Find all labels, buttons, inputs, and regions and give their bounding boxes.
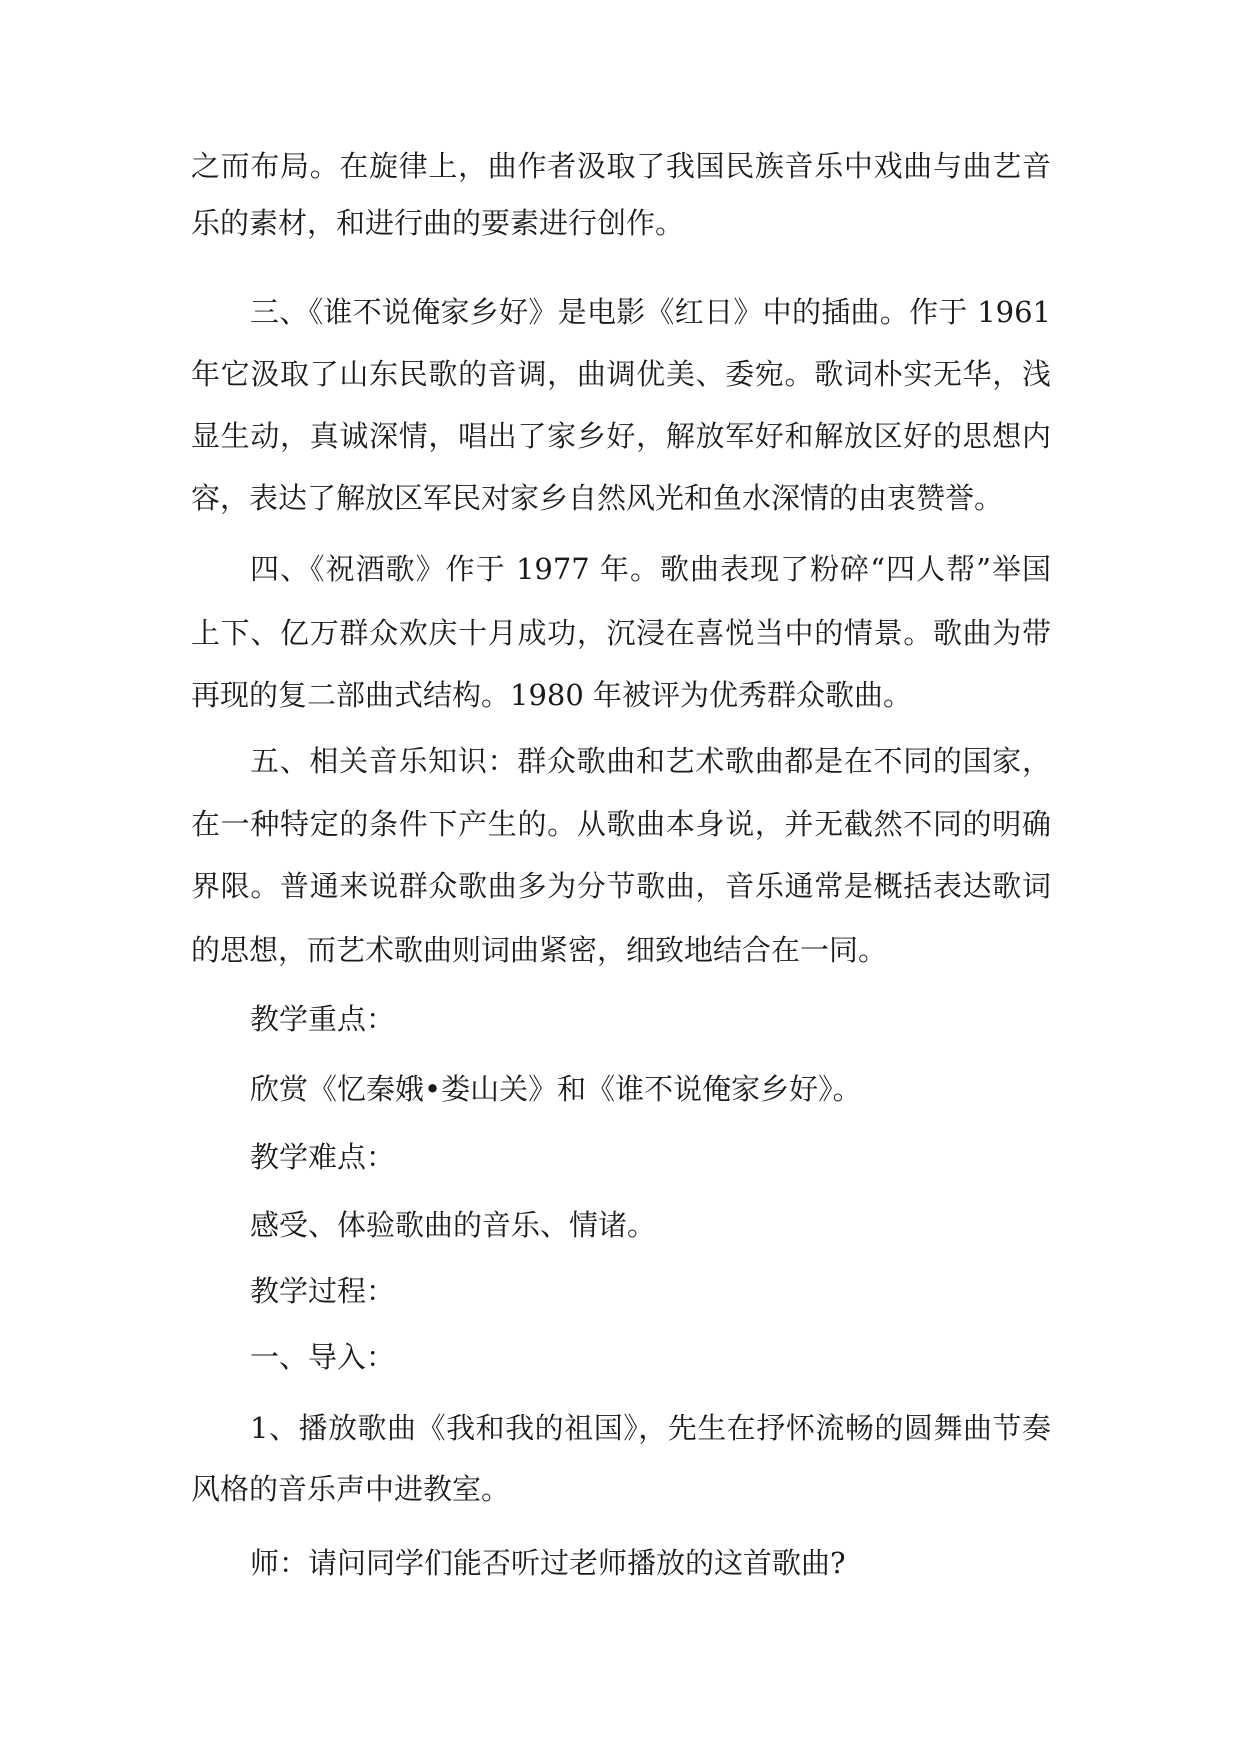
paragraph-five-start: 五、相关音乐知识：群众歌曲和艺术歌曲都是在不同的国家， (250, 744, 1051, 778)
text-line: 感受、体验歌曲的音乐、情诸。 (250, 1208, 657, 1242)
text-line: 之而布局。在旋律上，曲作者汲取了我国民族音乐中戏曲与曲艺音 (191, 149, 1051, 183)
text-line: 容，表达了解放区军民对家乡自然风光和鱼水深情的由衷赞誉。 (191, 481, 1004, 515)
paragraph-four-start: 四、《祝酒歌》作于 1977 年。歌曲表现了粉碎“四人帮”举国 (250, 552, 1051, 586)
text-line: 再现的复二部曲式结构。1980 年被评为优秀群众歌曲。 (191, 678, 913, 712)
text-line: 风格的音乐声中进教室。 (191, 1472, 511, 1506)
section-heading-process: 教学过程： (250, 1274, 396, 1308)
text-line: 的思想，而艺术歌曲则词曲紧密，细致地结合在一同。 (191, 933, 888, 967)
section-heading-key-points: 教学重点： (250, 1002, 396, 1036)
paragraph-three-start: 三、《谁不说俺家乡好》是电影《红日》中的插曲。作于 1961 (250, 295, 1051, 329)
text-line: 1、播放歌曲《我和我的祖国》，先生在抒怀流畅的圆舞曲节奏 (250, 1411, 1051, 1445)
section-heading-intro: 一、导入： (250, 1340, 396, 1374)
text-line: 上下、亿万群众欢庆十月成功，沉浸在喜悦当中的情景。歌曲为带 (191, 616, 1051, 650)
text-line: 在一种特定的条件下产生的。从歌曲本身说，并无截然不同的明确 (191, 807, 1051, 841)
text-line: 欣赏《忆秦娥•娄山关》和《谁不说俺家乡好》。 (250, 1072, 862, 1106)
text-line: 师：请问同学们能否听过老师播放的这首歌曲? (250, 1546, 846, 1580)
text-line: 显生动，真诚深情，唱出了家乡好，解放军好和解放区好的思想内 (191, 419, 1051, 453)
text-line: 乐的素材，和进行曲的要素进行创作。 (191, 206, 685, 240)
text-line: 年它汲取了山东民歌的音调，曲调优美、委宛。歌词朴实无华，浅 (191, 357, 1051, 391)
text-line: 界限。普通来说群众歌曲多为分节歌曲，音乐通常是概括表达歌词 (191, 869, 1051, 903)
section-heading-difficulties: 教学难点： (250, 1140, 396, 1174)
